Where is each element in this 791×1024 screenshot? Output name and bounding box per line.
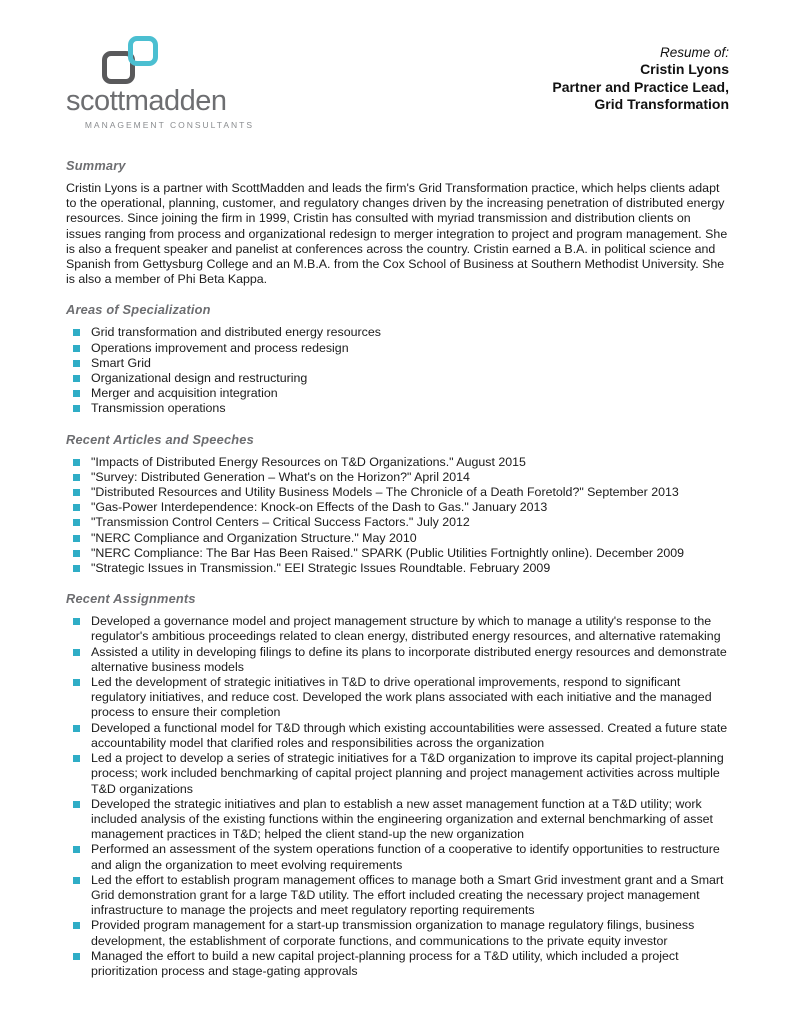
logo-teal-square-icon: [128, 36, 158, 66]
list-item-text: Organizational design and restructuring: [91, 371, 308, 386]
specialization-list: [66, 325, 729, 416]
square-bullet-icon: [73, 459, 80, 466]
list-item: [73, 614, 729, 644]
square-bullet-icon: [73, 504, 80, 511]
square-bullet-icon: [73, 375, 80, 382]
list-item-text: Smart Grid: [91, 355, 151, 370]
square-bullet-icon: [73, 846, 80, 853]
square-bullet-icon: [73, 679, 80, 686]
resume-header: [66, 36, 729, 130]
list-item: [73, 485, 729, 500]
square-bullet-icon: [73, 649, 80, 656]
square-bullet-icon: [73, 474, 80, 481]
square-bullet-icon: [73, 922, 80, 929]
square-bullet-icon: [73, 725, 80, 732]
list-item: [73, 918, 729, 948]
list-item: [73, 470, 729, 485]
square-bullet-icon: [73, 565, 80, 572]
list-item: [73, 515, 729, 530]
square-bullet-icon: [73, 405, 80, 412]
list-item-text: Led the development of strategic initiatives in T&D to drive operational improvements, respond to significant regulatory initiatives, and reduce cost. Developed the work plans associated with each initiative and the managed process to ensure their completion: [91, 675, 712, 720]
list-item-text: "Strategic Issues in Transmission." EEI Strategic Issues Roundtable. February 2009: [91, 561, 551, 576]
list-item: [73, 325, 729, 340]
list-item-text: "NERC Compliance: The Bar Has Been Raised." SPARK (Public Utilities Fortnightly online). December 2009: [91, 545, 685, 560]
list-item: [73, 341, 729, 356]
list-item-text: "Impacts of Distributed Energy Resources on T&D Organizations." August 2015: [91, 454, 526, 469]
list-item-text: Operations improvement and process redesign: [91, 340, 349, 355]
list-item-text: Led the effort to establish program management offices to manage both a Smart Grid investment grant and a Smart Grid demonstration grant for a large T&D utility. The effort included creating the necessary project management infrastructure to manage the projects and meet regulatory reporting requirements: [91, 872, 724, 918]
summary-paragraph: Cristin Lyons is a partner with ScottMadden and leads the firm's Grid Transformation practice, which helps clients adapt to the operational, planning, customer, and regulatory changes driven by the increasing penetration of distributed energy resources. Since joining the firm in 1999, Cristin has consulted with myriad transmission and distribution clients on issues ranging from process and organizational redesign to merger integration to project and program management. She is also a frequent speaker and panelist at conferences across the country. Cristin earned a B.A. in political science and Spanish from Gettysburg College and an M.B.A. from the Cox School of Business at Southern Methodist University. She is also a member of Phi Beta Kappa.: [66, 181, 728, 287]
list-item-text: Performed an assessment of the system operations function of a cooperative to identify opportunities to restructure and align the organization to meet evolving requirements: [91, 842, 720, 872]
list-item-text: "NERC Compliance and Organization Structure." May 2010: [91, 530, 417, 545]
list-item-text: Grid transformation and distributed energy resources: [91, 325, 381, 340]
list-item-text: Developed a functional model for T&D through which existing accountabilities were assessed. Created a future state accountability model that clarified roles and responsibilities across the organization: [91, 720, 728, 750]
list-item-text: "Distributed Resources and Utility Business Models – The Chronicle of a Death Foretold?" September 2013: [91, 485, 679, 500]
list-item-text: "Survey: Distributed Generation – What's on the Horizon?" April 2014: [91, 469, 470, 484]
resume-of-label: Resume of:: [659, 45, 729, 60]
square-bullet-icon: [73, 345, 80, 352]
person-title-line2: Grid Transformation: [594, 96, 729, 112]
square-bullet-icon: [73, 390, 80, 397]
list-item-text: "Gas-Power Interdependence: Knock-on Effects of the Dash to Gas." January 2013: [91, 500, 548, 515]
square-bullet-icon: [73, 489, 80, 496]
list-item-text: "Transmission Control Centers – Critical Success Factors." July 2012: [91, 515, 470, 530]
square-bullet-icon: [73, 877, 80, 884]
square-bullet-icon: [73, 755, 80, 762]
list-item-text: Developed a governance model and project management structure by which to manage a utility's response to the regulator's ambitious proceedings related to clean energy, distributed energy resources, and alternative ratemaking: [91, 614, 721, 644]
square-bullet-icon: [73, 519, 80, 526]
list-item: [73, 371, 729, 386]
list-item: [73, 873, 729, 919]
list-item: [73, 751, 729, 797]
list-item: [73, 356, 729, 371]
list-item: [73, 386, 729, 401]
list-item: [73, 842, 729, 872]
logo-wordmark: scottmadden: [66, 85, 227, 117]
list-item: [73, 797, 729, 843]
list-item: [73, 401, 729, 416]
square-bullet-icon: [73, 953, 80, 960]
list-item: [73, 721, 729, 751]
square-bullet-icon: [73, 801, 80, 808]
square-bullet-icon: [73, 535, 80, 542]
square-bullet-icon: [73, 550, 80, 557]
list-item-text: Assisted a utility in developing filings to define its plans to incorporate distributed energy resources and demonstrate alternative business models: [91, 644, 727, 674]
list-item: [73, 675, 729, 721]
list-item: [73, 645, 729, 675]
list-item: [73, 561, 729, 576]
list-item-text: Merger and acquisition integration: [91, 386, 278, 401]
person-title-line1: Partner and Practice Lead,: [552, 78, 729, 95]
scottmadden-logo-icon: [102, 36, 158, 84]
section-heading-specialization: Areas of Specialization: [66, 302, 211, 318]
list-item: [73, 949, 729, 979]
list-item: [73, 500, 729, 515]
logo-tagline: MANAGEMENT CONSULTANTS: [84, 120, 254, 130]
list-item: [73, 455, 729, 470]
square-bullet-icon: [73, 618, 80, 625]
resume-of-block: [552, 36, 729, 114]
scottmadden-logo: [66, 36, 256, 130]
person-name: Cristin Lyons: [640, 61, 729, 77]
list-item-text: Developed the strategic initiatives and plan to establish a new asset management function at a T&D utility; work included analysis of the existing functions within the engineering organization and external benchmarking of asset management practices in T&D; helped the client stand-up the new organization: [91, 796, 713, 842]
section-heading-summary: Summary: [66, 158, 126, 173]
articles-list: [66, 455, 729, 577]
list-item: [73, 531, 729, 546]
list-item-text: Provided program management for a start-up transmission organization to manage regulatory filings, business development, the establishment of corporate functions, and communications to the private equity investor: [91, 918, 695, 948]
list-item-text: Led a project to develop a series of strategic initiatives for a T&D organization to improve its capital project-planning process; work included benchmarking of capital project planning and project management activities across multiple T&D organizations: [91, 751, 724, 796]
section-heading-assignments: Recent Assignments: [66, 591, 196, 607]
list-item-text: Transmission operations: [91, 401, 226, 416]
section-heading-articles: Recent Articles and Speeches: [66, 431, 254, 447]
assignments-list: [66, 614, 729, 979]
list-item: [73, 546, 729, 561]
list-item-text: Managed the effort to build a new capital project-planning process for a T&D utility, which included a project prioritization process and stage-gating approvals: [91, 948, 679, 978]
square-bullet-icon: [73, 329, 80, 336]
square-bullet-icon: [73, 360, 80, 367]
